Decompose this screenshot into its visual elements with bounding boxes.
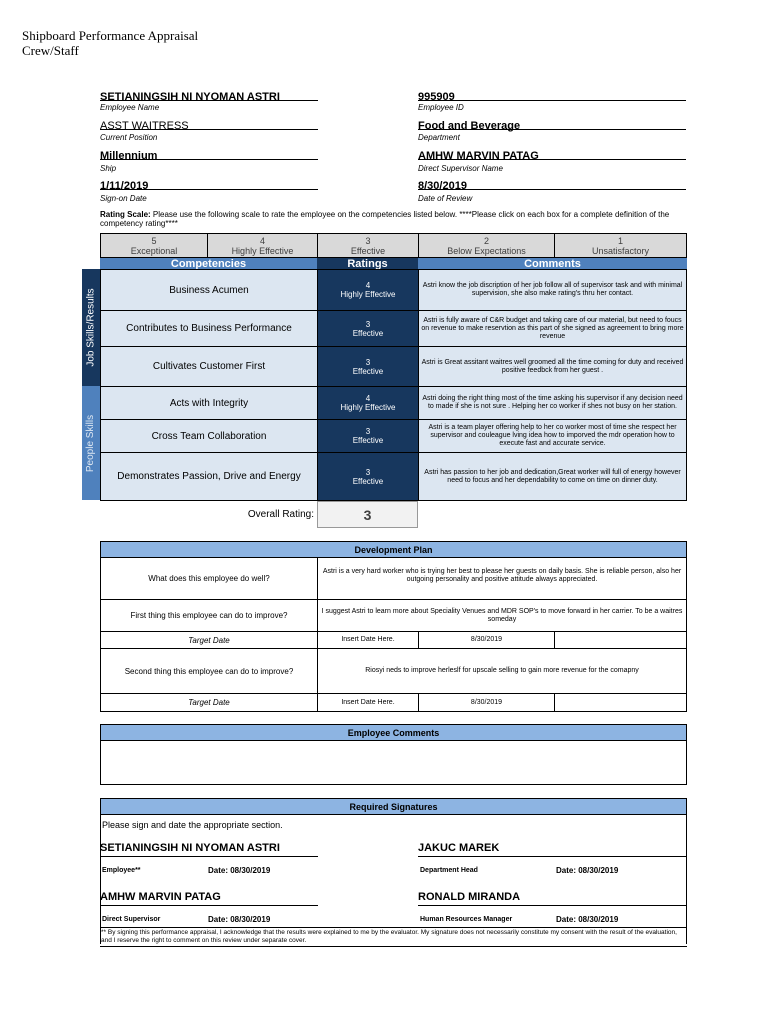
scale-5-num: 5 bbox=[151, 235, 157, 246]
target-date-label-1: Target Date bbox=[100, 631, 318, 649]
signon-value: 1/11/2019 bbox=[100, 180, 149, 192]
rating-text: Highly Effective bbox=[340, 403, 396, 412]
review-date-value: 8/30/2019 bbox=[418, 180, 467, 192]
rating-collaboration[interactable] bbox=[317, 419, 419, 453]
insert-date-2[interactable]: Insert Date Here. bbox=[317, 693, 419, 712]
competency-passion: Demonstrates Passion, Drive and Energy bbox=[100, 452, 318, 501]
supervisor-signature-name: AMHW MARVIN PATAG bbox=[100, 891, 221, 903]
competency-customer-first: Cultivates Customer First bbox=[100, 346, 318, 387]
scale-1[interactable] bbox=[554, 233, 687, 258]
insert-date-1[interactable]: Insert Date Here. bbox=[317, 631, 419, 649]
signatures-bottom-border bbox=[100, 946, 687, 947]
employee-signature-date: Date: 08/30/2019 bbox=[208, 866, 271, 875]
rating-num: 4 bbox=[365, 281, 371, 290]
target-date-1[interactable]: 8/30/2019 bbox=[418, 631, 555, 649]
competency-business-performance: Contributes to Business Performance bbox=[100, 310, 318, 347]
group-job-skills-label: Job Skills/Results bbox=[85, 288, 97, 367]
comment-collaboration[interactable]: Astri is a team player offering help to her co worker most of time she respect her supervisor and couleague lving idea how to imporved the mdr operation how to execute fast and accurate service. bbox=[418, 419, 687, 453]
department-field[interactable] bbox=[418, 116, 686, 130]
scale-3[interactable] bbox=[317, 233, 419, 258]
scale-2-name: Below Expectations bbox=[447, 245, 526, 256]
hr-signature-label: Human Resources Manager bbox=[420, 916, 513, 923]
rating-num: 3 bbox=[365, 319, 371, 329]
department-head-date: Date: 08/30/2019 bbox=[556, 866, 619, 875]
scale-1-name: Unsatisfactory bbox=[591, 245, 650, 256]
rating-num: 3 bbox=[365, 357, 371, 367]
supervisor-label: Direct Supervisor Name bbox=[418, 164, 503, 173]
position-label: Current Position bbox=[100, 133, 158, 142]
comments-header: Comments bbox=[418, 258, 687, 269]
competency-business-acumen: Business Acumen bbox=[100, 269, 318, 311]
signon-label: Sign-on Date bbox=[100, 194, 147, 203]
employee-name-value: SETIANINGSIH NI NYOMAN ASTRI bbox=[100, 91, 280, 103]
scale-3-num: 3 bbox=[365, 235, 371, 246]
signatures-instruction: Please sign and date the appropriate section. bbox=[102, 820, 283, 830]
scale-4[interactable] bbox=[207, 233, 318, 258]
rating-passion[interactable] bbox=[317, 452, 419, 501]
hr-signature-line[interactable] bbox=[418, 891, 686, 906]
scale-4-num: 4 bbox=[259, 235, 265, 246]
rating-integrity[interactable] bbox=[317, 386, 419, 420]
footnote-divider bbox=[100, 927, 687, 928]
employee-comments-title: Employee Comments bbox=[100, 724, 687, 741]
scale-3-name: Effective bbox=[350, 245, 386, 256]
employee-signature-label: Employee** bbox=[102, 867, 141, 874]
rating-text: Effective bbox=[352, 366, 384, 376]
rating-text: Effective bbox=[352, 328, 384, 338]
department-head-label: Department Head bbox=[420, 867, 478, 874]
comment-integrity[interactable]: Astri doing the right thing most of the time asking his supervisor if any decision need to made if she is not sure . Helping her co worker if shes not busy on her station. bbox=[418, 386, 687, 420]
target-date-label-2: Target Date bbox=[100, 693, 318, 712]
scale-5[interactable] bbox=[100, 233, 208, 258]
supervisor-signature-line[interactable] bbox=[100, 891, 318, 906]
rating-scale-label: Rating Scale: bbox=[100, 210, 151, 219]
department-value: Food and Beverage bbox=[418, 120, 521, 132]
employee-id-field[interactable] bbox=[418, 87, 686, 101]
employee-id-label: Employee ID bbox=[418, 103, 464, 112]
scale-2-num: 2 bbox=[483, 235, 489, 246]
employee-signature-line[interactable] bbox=[100, 842, 318, 857]
employee-name-field[interactable] bbox=[100, 87, 318, 101]
department-head-name: JAKUC MAREK bbox=[418, 842, 500, 854]
development-plan-title: Development Plan bbox=[100, 541, 687, 558]
plan-a1[interactable]: Astri is a very hard worker who is trying her best to please her guests on daily basis. She is reliable person, also her outgoing personality and positive attitude always appreciated. bbox=[317, 557, 687, 600]
rating-business-performance[interactable] bbox=[317, 310, 419, 347]
rating-num: 3 bbox=[365, 467, 371, 477]
document-title: Shipboard Performance Appraisal bbox=[22, 28, 199, 43]
department-head-signature-line[interactable] bbox=[418, 842, 686, 857]
rating-scale-description: Please use the following scale to rate the employee on the competencies listed below. ****Please click on each box for a complete definition of the competency rating**** bbox=[100, 210, 670, 228]
competency-collaboration: Cross Team Collaboration bbox=[100, 419, 318, 453]
ratings-header: Ratings bbox=[317, 258, 418, 269]
hr-signature-date: Date: 08/30/2019 bbox=[556, 915, 619, 924]
target-date-2[interactable]: 8/30/2019 bbox=[418, 693, 555, 712]
comment-business-acumen[interactable]: Astri know the job discription of her job follow all of supervisor task and with minimal supervision, she also make rating's thru her contact. bbox=[418, 269, 687, 311]
ship-field[interactable] bbox=[100, 146, 318, 160]
competencies-header: Competencies bbox=[100, 258, 317, 269]
employee-id-value: 995909 bbox=[418, 91, 455, 103]
scale-4-name: Highly Effective bbox=[231, 245, 294, 256]
comment-customer-first[interactable]: Astri is Great assitant waitres well groomed all the time coming for duty and received positive feedbck from her guest . bbox=[418, 346, 687, 387]
plan-q1: What does this employee do well? bbox=[100, 557, 318, 600]
group-people-skills bbox=[82, 386, 100, 500]
plan-a2[interactable]: I suggest Astri to learn more about Speciality Venues and MDR SOP's to move forward in her carrier. To be a waitres someday bbox=[317, 599, 687, 632]
target-date-extra-1[interactable] bbox=[554, 631, 687, 649]
rating-business-acumen[interactable] bbox=[317, 269, 419, 311]
overall-rating-value[interactable]: 3 bbox=[317, 501, 418, 528]
scale-2[interactable] bbox=[418, 233, 555, 258]
plan-a3[interactable]: Riosyi neds to improve herleslf for upscale selling to gain more revenue for the comapny bbox=[317, 648, 687, 694]
overall-rating-label: Overall Rating: bbox=[247, 509, 314, 520]
comment-business-performance[interactable]: Astri is fully aware of C&R budget and taking care of our material, but need to foucs on revenue to make reservtion as this part of she signed as agreement to bring more revenue bbox=[418, 310, 687, 347]
supervisor-signature-date: Date: 08/30/2019 bbox=[208, 915, 271, 924]
competency-integrity: Acts with Integrity bbox=[100, 386, 318, 420]
rating-num: 3 bbox=[365, 427, 371, 436]
position-value: ASST WAITRESS bbox=[100, 120, 189, 132]
plan-q3: Second thing this employee can do to improve? bbox=[100, 648, 318, 694]
hr-signature-name: RONALD MIRANDA bbox=[418, 891, 521, 903]
scale-1-num: 1 bbox=[617, 235, 623, 246]
position-field[interactable] bbox=[100, 116, 318, 130]
rating-num: 4 bbox=[365, 394, 371, 403]
ship-value: Millennium bbox=[100, 150, 158, 162]
review-date-field[interactable] bbox=[418, 176, 686, 190]
document-subtitle: Crew/Staff bbox=[22, 43, 79, 58]
signature-footnote: ** By signing this performance appraisal, I acknowledge that the results were explained to me by the evaluator. My signature does not necessarily constitute my consent with the result of the evaluation, and I reserve the right to comment on this review under separate cover. bbox=[101, 929, 677, 944]
department-label: Department bbox=[418, 133, 460, 142]
supervisor-field[interactable] bbox=[418, 146, 686, 160]
review-date-label: Date of Review bbox=[418, 194, 473, 203]
rating-text: Effective bbox=[352, 436, 384, 445]
rating-scale-text bbox=[100, 210, 690, 228]
rating-text: Effective bbox=[352, 476, 384, 486]
signon-field[interactable] bbox=[100, 176, 318, 190]
group-job-skills bbox=[82, 269, 100, 386]
employee-comments-box[interactable] bbox=[100, 740, 687, 785]
comment-passion[interactable]: Astri has passion to her job and dedication,Great worker will full of energy however need to focus and her dependability to come on time on dinner duty. bbox=[418, 452, 687, 501]
rating-customer-first[interactable] bbox=[317, 346, 419, 387]
supervisor-signature-label: Direct Supervisor bbox=[102, 916, 161, 923]
group-people-skills-label: People Skills bbox=[85, 414, 97, 472]
rating-text: Highly Effective bbox=[340, 290, 396, 299]
ship-label: Ship bbox=[100, 164, 117, 173]
employee-signature-name: SETIANINGSIH NI NYOMAN ASTRI bbox=[100, 842, 280, 854]
plan-q2: First thing this employee can do to improve? bbox=[100, 599, 318, 632]
signatures-box bbox=[100, 814, 687, 944]
employee-name-label: Employee Name bbox=[100, 103, 160, 112]
supervisor-value: AMHW MARVIN PATAG bbox=[418, 150, 539, 162]
scale-5-name: Exceptional bbox=[130, 245, 178, 256]
required-signatures-title: Required Signatures bbox=[100, 798, 687, 815]
target-date-extra-2[interactable] bbox=[554, 693, 687, 712]
